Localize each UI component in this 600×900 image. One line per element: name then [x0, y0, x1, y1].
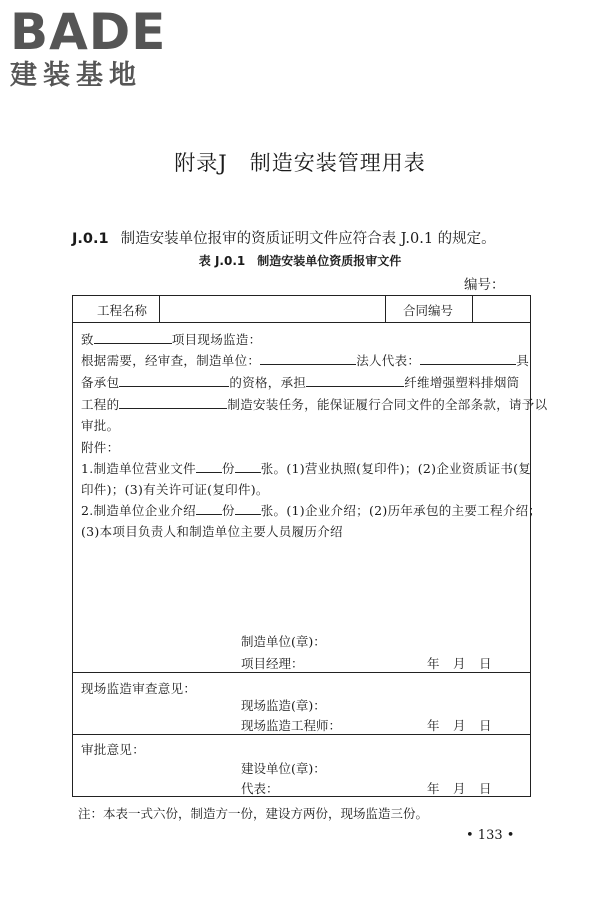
logo-subtitle: 建装基地	[10, 60, 142, 91]
blank-field	[119, 374, 229, 387]
clause-number: J.0.1	[72, 231, 109, 247]
representative-label: 代表：	[241, 781, 279, 796]
project-name-label: 工程名称	[97, 303, 148, 318]
request-line-3	[81, 395, 547, 413]
date-year: 年	[427, 656, 440, 671]
attachment-2-cont: (3)本项目负责人和制造单位主要人员履历介绍	[81, 524, 343, 539]
request-line-4: 审批。	[81, 418, 120, 433]
clause-j01	[72, 227, 496, 248]
attachments-label: 附件：	[81, 440, 120, 455]
blank-field	[306, 374, 404, 387]
divider	[472, 296, 473, 322]
text: 1.制造单位营业文件	[81, 461, 196, 476]
divider	[159, 296, 160, 322]
table-caption: 表 J.0.1 制造安装单位资质报审文件	[198, 254, 402, 268]
text: 工程的	[81, 397, 120, 412]
approval-opinion-label: 审批意见：	[81, 742, 146, 757]
text: 份	[221, 461, 235, 476]
row-divider	[73, 672, 530, 673]
clause-text: 制造安装单位报审的资质证明文件应符合表 J.0.1 的规定。	[120, 231, 496, 247]
owner-seal-label: 建设单位(章)：	[241, 761, 326, 776]
attachment-1	[81, 459, 531, 477]
blank-field	[260, 352, 356, 365]
supervision-seal-label: 现场监造(章)：	[241, 698, 326, 713]
date-day: 日	[479, 656, 492, 671]
date-year: 年	[427, 781, 440, 796]
text: 张。(1)营业执照(复印件)；(2)企业资质证书(复	[260, 461, 532, 476]
date-day: 日	[479, 781, 492, 796]
attachment-2	[81, 501, 541, 519]
date-month: 月	[453, 781, 466, 796]
table-note: 注：本表一式六份，制造方一份，建设方两份，现场监造三份。	[78, 806, 429, 821]
page-number: • 133 •	[466, 828, 515, 843]
blank-field	[196, 502, 222, 515]
blank-field	[94, 331, 172, 344]
date-day: 日	[479, 718, 492, 733]
blank-field	[196, 460, 222, 473]
appendix-title: 附录J 制造安装管理用表	[174, 151, 426, 175]
text: 的资格，承担	[229, 375, 307, 390]
addressee-line	[81, 330, 261, 348]
blank-field	[420, 352, 516, 365]
date-month: 月	[453, 656, 466, 671]
request-line-1	[81, 351, 529, 369]
row-divider	[73, 734, 530, 735]
blank-field	[235, 502, 261, 515]
text: 根据需要，经审查，制造单位：	[81, 353, 261, 368]
logo-wordmark: BADE	[10, 3, 167, 61]
supervision-opinion-label: 现场监造审查意见：	[81, 681, 197, 696]
supervision-engineer-label: 现场监造工程师：	[241, 718, 342, 733]
text: 法人代表：	[356, 353, 421, 368]
qualification-form	[72, 295, 548, 797]
attachment-1-cont: 印件)；(3)有关许可证(复印件)。	[81, 482, 269, 497]
row-divider	[73, 322, 530, 323]
contract-number-label: 合同编号	[403, 303, 454, 318]
to-prefix: 致	[81, 332, 94, 347]
divider	[385, 296, 386, 322]
date-month: 月	[453, 718, 466, 733]
text: 制造安装任务，能保证履行合同文件的全部条款，请予以	[227, 397, 548, 412]
serial-number-label: 编号：	[464, 277, 505, 293]
text: 纤维增强塑料排烟筒	[404, 375, 520, 390]
text: 份	[221, 503, 235, 518]
text: 具	[516, 353, 530, 368]
blank-field	[119, 396, 227, 409]
manufacturer-seal-label: 制造单位(章)：	[241, 634, 326, 649]
request-line-2	[81, 373, 519, 391]
brand-logo	[10, 3, 180, 92]
text: 张。(1)企业介绍；(2)历年承包的主要工程介绍；	[260, 503, 542, 518]
project-manager-label: 项目经理：	[241, 656, 304, 671]
date-year: 年	[427, 718, 440, 733]
text: 备承包	[81, 375, 120, 390]
blank-field	[235, 460, 261, 473]
to-suffix: 项目现场监造：	[171, 332, 262, 347]
text: 2.制造单位企业介绍	[81, 503, 196, 518]
